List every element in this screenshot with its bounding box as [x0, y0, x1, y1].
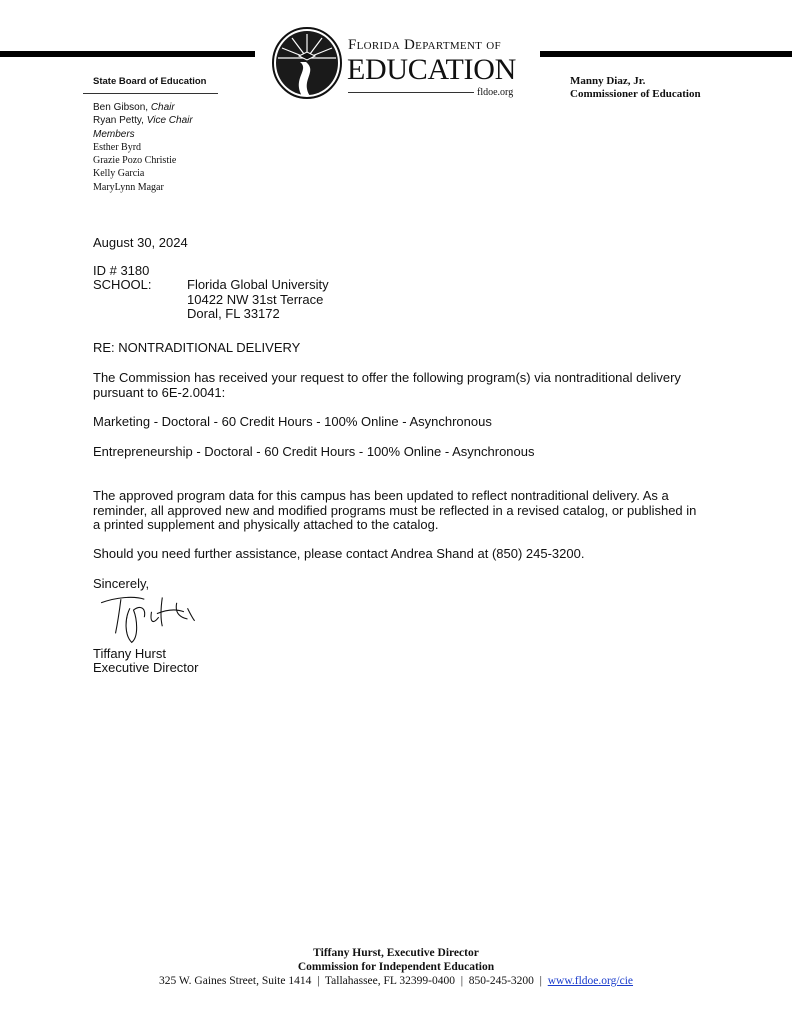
signature-icon — [92, 592, 202, 646]
board-member: Kelly Garcia — [93, 168, 145, 180]
intro-paragraph — [93, 371, 681, 400]
approved-paragraph — [93, 489, 696, 533]
board-member: MaryLynn Magar — [93, 181, 164, 193]
school-street: 10422 NW 31st Terrace — [187, 291, 324, 307]
re-line: RE: NONTRADITIONAL DELIVERY — [93, 340, 301, 355]
footer-commission: Commission for Independent Education — [297, 961, 495, 973]
board-rule — [83, 93, 218, 94]
logo-line1: Florida Department of — [348, 37, 501, 53]
school-city: Doral, FL 33172 — [187, 306, 280, 321]
footer-address-line — [0, 974, 792, 988]
program-item: Entrepreneurship - Doctoral - 60 Credit Hours - 100% Online - Asynchronous — [93, 444, 535, 459]
board-title: State Board of Education — [93, 76, 207, 87]
school-name: Florida Global University — [187, 277, 329, 292]
logo-url: fldoe.org — [477, 87, 514, 98]
header-bar-left — [0, 51, 255, 57]
signer-name: Tiffany Hurst — [93, 646, 166, 661]
board-members — [93, 101, 193, 194]
signer-title: Executive Director — [93, 660, 199, 675]
contact-paragraph: Should you need further assistance, please contact Andrea Shand at (850) 245-3200. — [93, 546, 585, 561]
text-line: pursuant to 6E-2.0041: — [93, 384, 226, 400]
text-line: The approved program data for this campus has been updated to reflect nontraditional delivery. As a — [93, 488, 669, 503]
board-member: Ben Gibson, Chair — [93, 102, 175, 113]
commissioner-title: Commissioner of Education — [570, 88, 701, 100]
board-member: Esther Byrd — [93, 141, 142, 153]
school-label: SCHOOL: — [93, 277, 152, 292]
footer-address: 325 W. Gaines Street, Suite 1414 | Tallahassee, FL 32399-0400 | 850-245-3200 | — [158, 975, 548, 987]
school-id: ID # 3180 — [93, 263, 150, 278]
footer-director: Tiffany Hurst, Executive Director — [313, 947, 479, 959]
footer-website-link[interactable]: www.fldoe.org/cie — [547, 975, 634, 987]
text-line: The Commission has received your request to offer the following program(s) via nontraditional delivery — [93, 370, 681, 385]
letter-date: August 30, 2024 — [93, 235, 188, 250]
logo-rule — [348, 92, 474, 93]
footer — [0, 946, 792, 988]
commissioner-name: Manny Diaz, Jr. — [570, 75, 646, 87]
logo-line2: EDUCATION — [347, 53, 516, 86]
text-line: a printed supplement and physically attached to the catalog. — [93, 517, 439, 532]
fldoe-logo-icon — [270, 26, 344, 100]
board-members-heading: Members — [93, 128, 135, 140]
board-member: Grazie Pozo Christie — [93, 155, 177, 167]
closing: Sincerely, — [93, 576, 150, 591]
text-line: reminder, all approved new and modified programs must be reflected in a revised catalog, or published in — [93, 502, 697, 518]
board-member: Ryan Petty, Vice Chair — [93, 115, 193, 127]
program-item: Marketing - Doctoral - 60 Credit Hours - 100% Online - Asynchronous — [93, 414, 492, 429]
school-address — [187, 278, 329, 322]
commissioner-block — [570, 75, 701, 101]
header-bar-right — [540, 51, 792, 57]
